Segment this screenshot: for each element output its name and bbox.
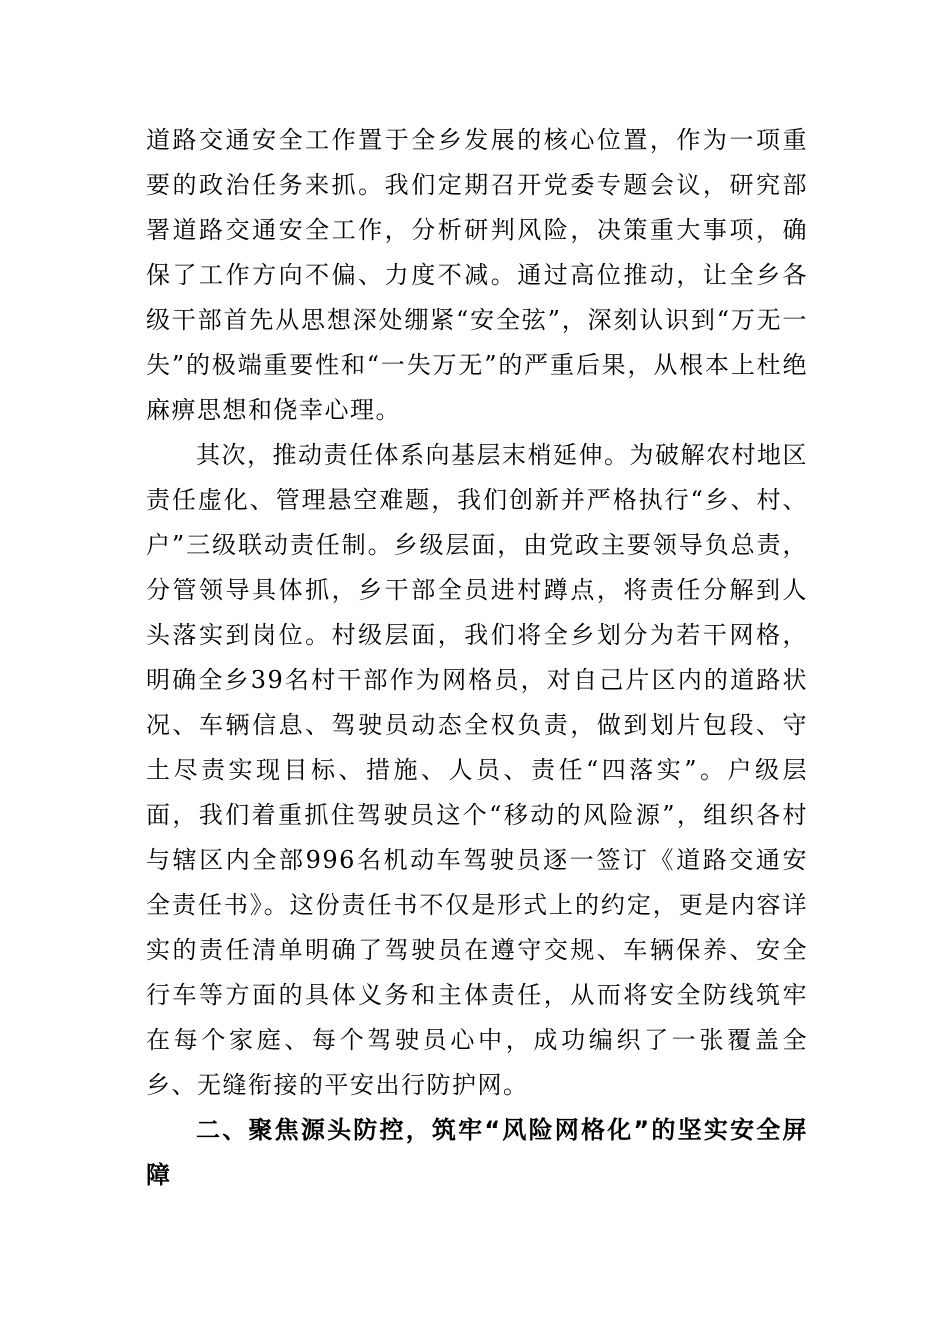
body-paragraph-2: 其次，推动责任体系向基层末梢延伸。为破解农村地区责任虚化、管理悬空难题，我们创新并严格执行“乡、村、户”三级联动责任制。乡级层面，由党政主要领导负总责，分管领导具体抓，乡干部全员进村蹲点，将责任分解到人头落实到岗位。村级层面，我们将全乡划分为若干网格，明确全乡39名村干部作为网格员，对自己片区内的道路状况、车辆信息、驾驶员动态全权负责，做到划片包段、守土尽责实现目标、措施、人员、责任“四落实”。户级层面，我们着重抓住驾驶员这个“移动的风险源”，组织各村与辖区内全部996名机动车驾驶员逐一签订《道路交通安全责任书》。这份责任书不仅是形式上的约定，更是内容详实的责任清单明确了驾驶员在遵守交规、车辆保养、安全行车等方面的具体义务和主体责任，从而将安全防线筑牢在每个家庭、每个驾驶员心中，成功编织了一张覆盖全乡、无缝衔接的平安出行防护网。 <box>146 441 808 1099</box>
section-heading: 二、聚焦源头防控，筑牢“风险网格化”的坚实安全屏障 <box>146 1116 808 1189</box>
body-paragraph-1: 道路交通安全工作置于全乡发展的核心位置，作为一项重要的政治任务来抓。我们定期召开党委专题会议，研究部署道路交通安全工作，分析研判风险，决策重大事项，确保了工作方向不偏、力度不减。通过高位推动，让全乡各级干部首先从思想深处绷紧“安全弦”，深刻认识到“万无一失”的极端重要性和“一失万无”的严重后果，从根本上杜绝麻痹思想和侥幸心理。 <box>146 126 808 424</box>
document-body <box>146 118 808 1198</box>
